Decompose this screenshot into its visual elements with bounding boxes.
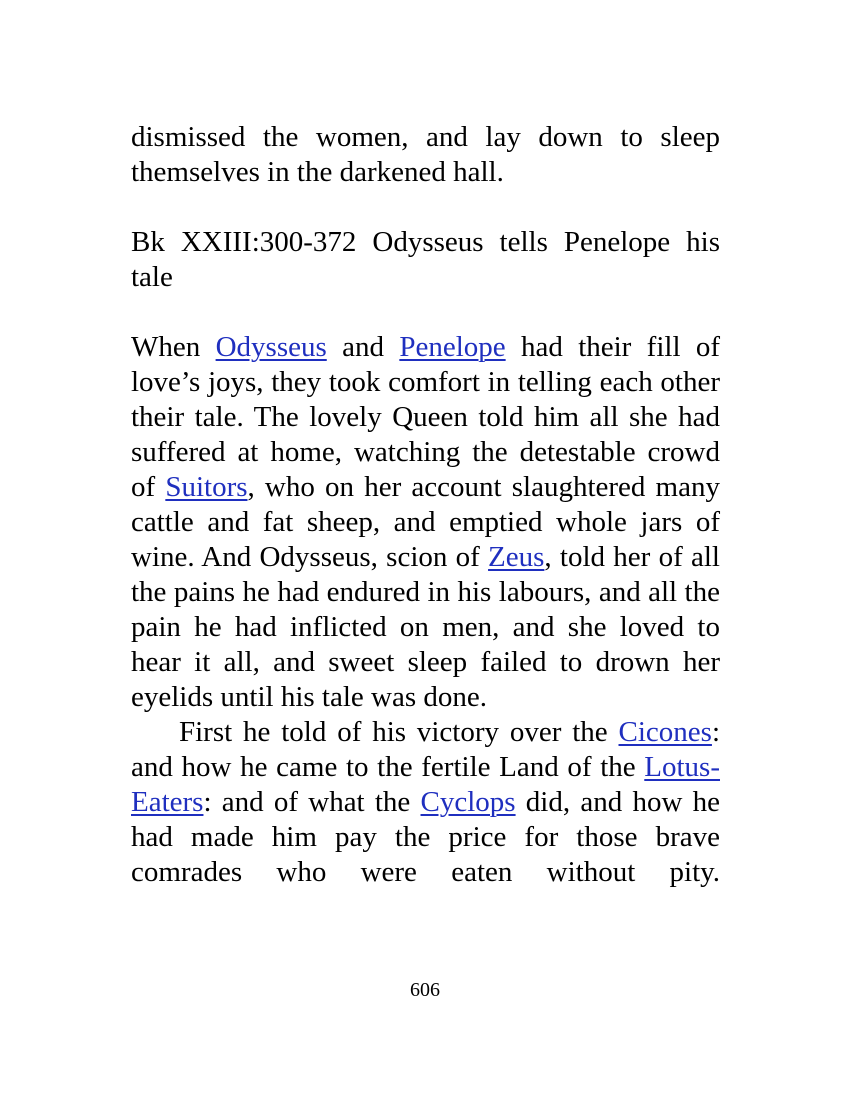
- text-run: and: [326, 331, 400, 363]
- opening-paragraph: dismissed the women, and lay down to sleep themselves in the darkened hall.: [131, 121, 720, 188]
- text-run: : and how he came to the fertile Land of the: [131, 716, 720, 783]
- link-zeus[interactable]: Zeus: [488, 541, 545, 573]
- page-body: [131, 120, 720, 890]
- section-heading: Bk XXIII:300-372 Odysseus tells Penelope his tale: [131, 226, 720, 293]
- link-odysseus[interactable]: Odysseus: [215, 331, 327, 363]
- link-cicones[interactable]: Cicones: [618, 716, 712, 748]
- paragraph-odysseus-penelope: [131, 330, 720, 715]
- link-suitors[interactable]: Suitors: [165, 471, 248, 503]
- paragraph-gap: [131, 295, 720, 330]
- text-run: , who on her account slaughtered many cattle and fat sheep, and emptied whole jars of wine. And Odysseus, scion of: [131, 471, 720, 573]
- text-run: did, and how he had made him pay the price for those brave comrades who were eaten without pity.: [131, 786, 720, 888]
- paragraph-gap: [131, 190, 720, 225]
- text-run: First he told of his victory over the: [179, 716, 619, 748]
- link-lotus-eaters[interactable]: Lotus-Eaters: [131, 751, 720, 818]
- page-number: 606: [410, 979, 440, 1001]
- paragraph-first-he-told: [131, 715, 720, 890]
- text-run: : and of what the: [203, 786, 421, 818]
- text-run: When: [131, 331, 216, 363]
- text-run: , told her of all the pains he had endured in his labours, and all the pain he had inflicted on men, and she loved to hear it all, and sweet sleep failed to drown her eyelids until his tale was done.: [131, 541, 720, 713]
- text-run: had their fill of love’s joys, they took comfort in telling each other their tale. The lovely Queen told him all she had suffered at home, watching the detestable crowd of: [131, 331, 720, 503]
- link-cyclops[interactable]: Cyclops: [420, 786, 516, 818]
- link-penelope[interactable]: Penelope: [399, 331, 506, 363]
